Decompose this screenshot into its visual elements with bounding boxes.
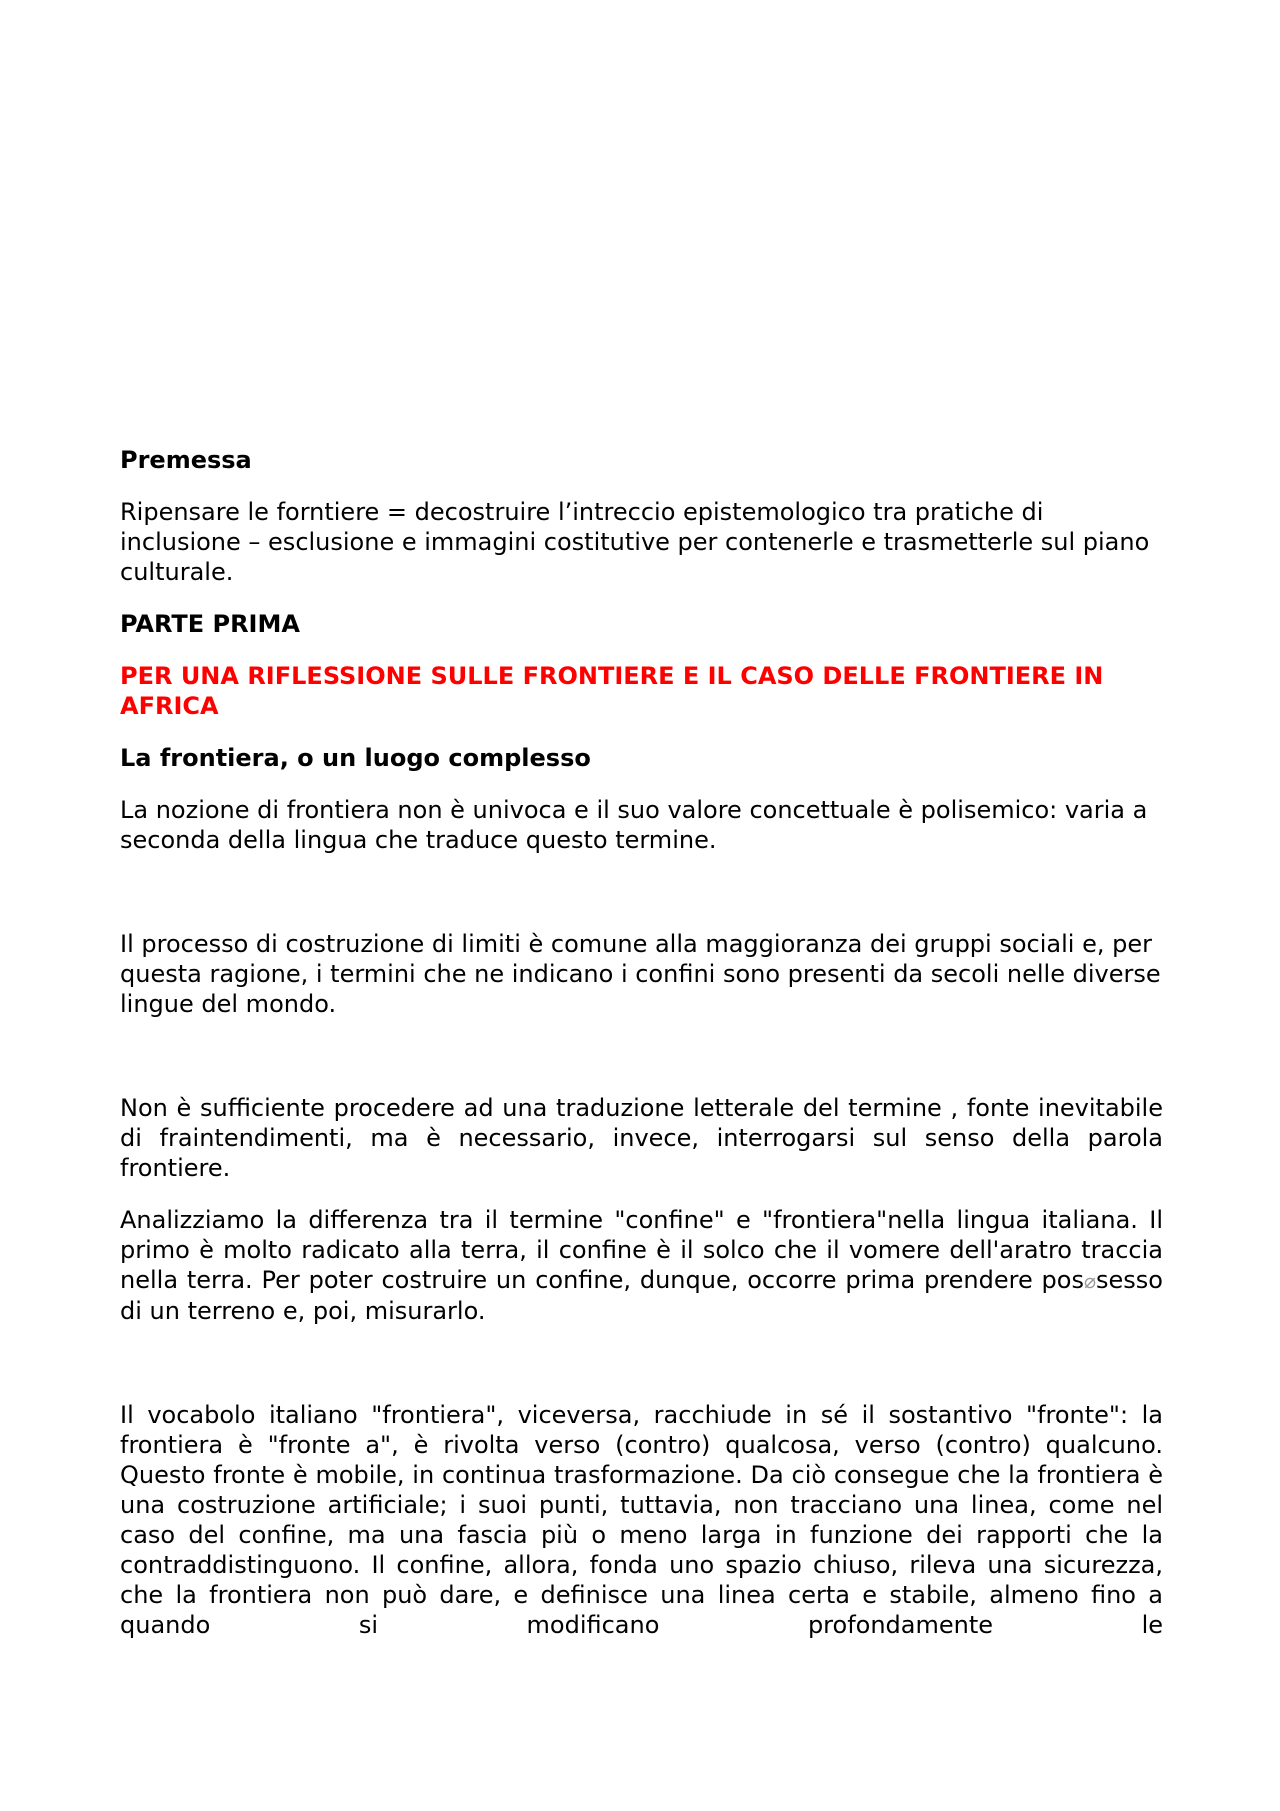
paragraph-confine [120,1205,1163,1326]
diameter-mark-icon: ⌀ [1083,1269,1097,1293]
paragraph-frontiera: Il vocabolo italiano "frontiera", viceversa, racchiude in sé il sostantivo "fronte": la frontiera è "fronte a", è rivolta verso (contro) qualcosa, verso (contro) qualcuno. Questo fronte è mobile, in continua trasformazione. Da ciò consegue che la frontiera è una costruzione artificiale; i suoi punti, tuttavia, non tracciano una linea, come nel caso del confine, ma una fascia più o meno larga in funzione dei rapporti che la contraddistinguono. Il confine, allora, fonda uno spazio chiuso, rileva una sicurezza, che la frontiera non può dare, e definisce una linea certa e stabile, almeno fino a quando si modificano profondamente le [120,1401,1163,1639]
heading-parte-prima: PARTE PRIMA [120,610,300,638]
premessa-paragraph: Ripensare le forntiere = decostruire l’intreccio epistemologico tra pratiche di inclusione – esclusione e immagini costitutive per contenerle e trasmetterle sul piano culturale. [120,498,1150,586]
heading-subsection: La frontiera, o un luogo complesso [120,744,591,772]
paragraph-processo: Il processo di costruzione di limiti è comune alla maggioranza dei gruppi sociali e, per questa ragione, i termini che ne indicano i confini sono presenti da secoli nelle diverse lingue del mondo. [120,930,1161,1018]
paragraph-confine-start: Analizziamo la differenza tra il termine "confine" e "frontiera"nella lingua italiana. Il primo è molto radicato alla terra, il confine è il solco che il vomere dell'aratro traccia nella terra. Per poter costruire un confine, dunque, occorre prima prendere pos [120,1206,1163,1294]
paragraph-traduzione: Non è sufficiente procedere ad una traduzione letterale del termine , fonte inevitabile di fraintendimenti, ma è necessario, invece, interrogarsi sul senso della parola frontiere. [120,1094,1163,1182]
heading-section-title: PER UNA RIFLESSIONE SULLE FRONTIERE E IL CASO DELLE FRONTIERE IN AFRICA [120,662,1104,720]
heading-premessa: Premessa [120,446,252,474]
paragraph-nozione: La nozione di frontiera non è univoca e il suo valore concettuale è polisemico: varia a seconda della lingua che traduce questo termine. [120,796,1148,854]
document-page [120,445,1163,1640]
paragraph-confine-end: sesso di un terreno e, poi, misurarlo. [120,1266,1163,1325]
